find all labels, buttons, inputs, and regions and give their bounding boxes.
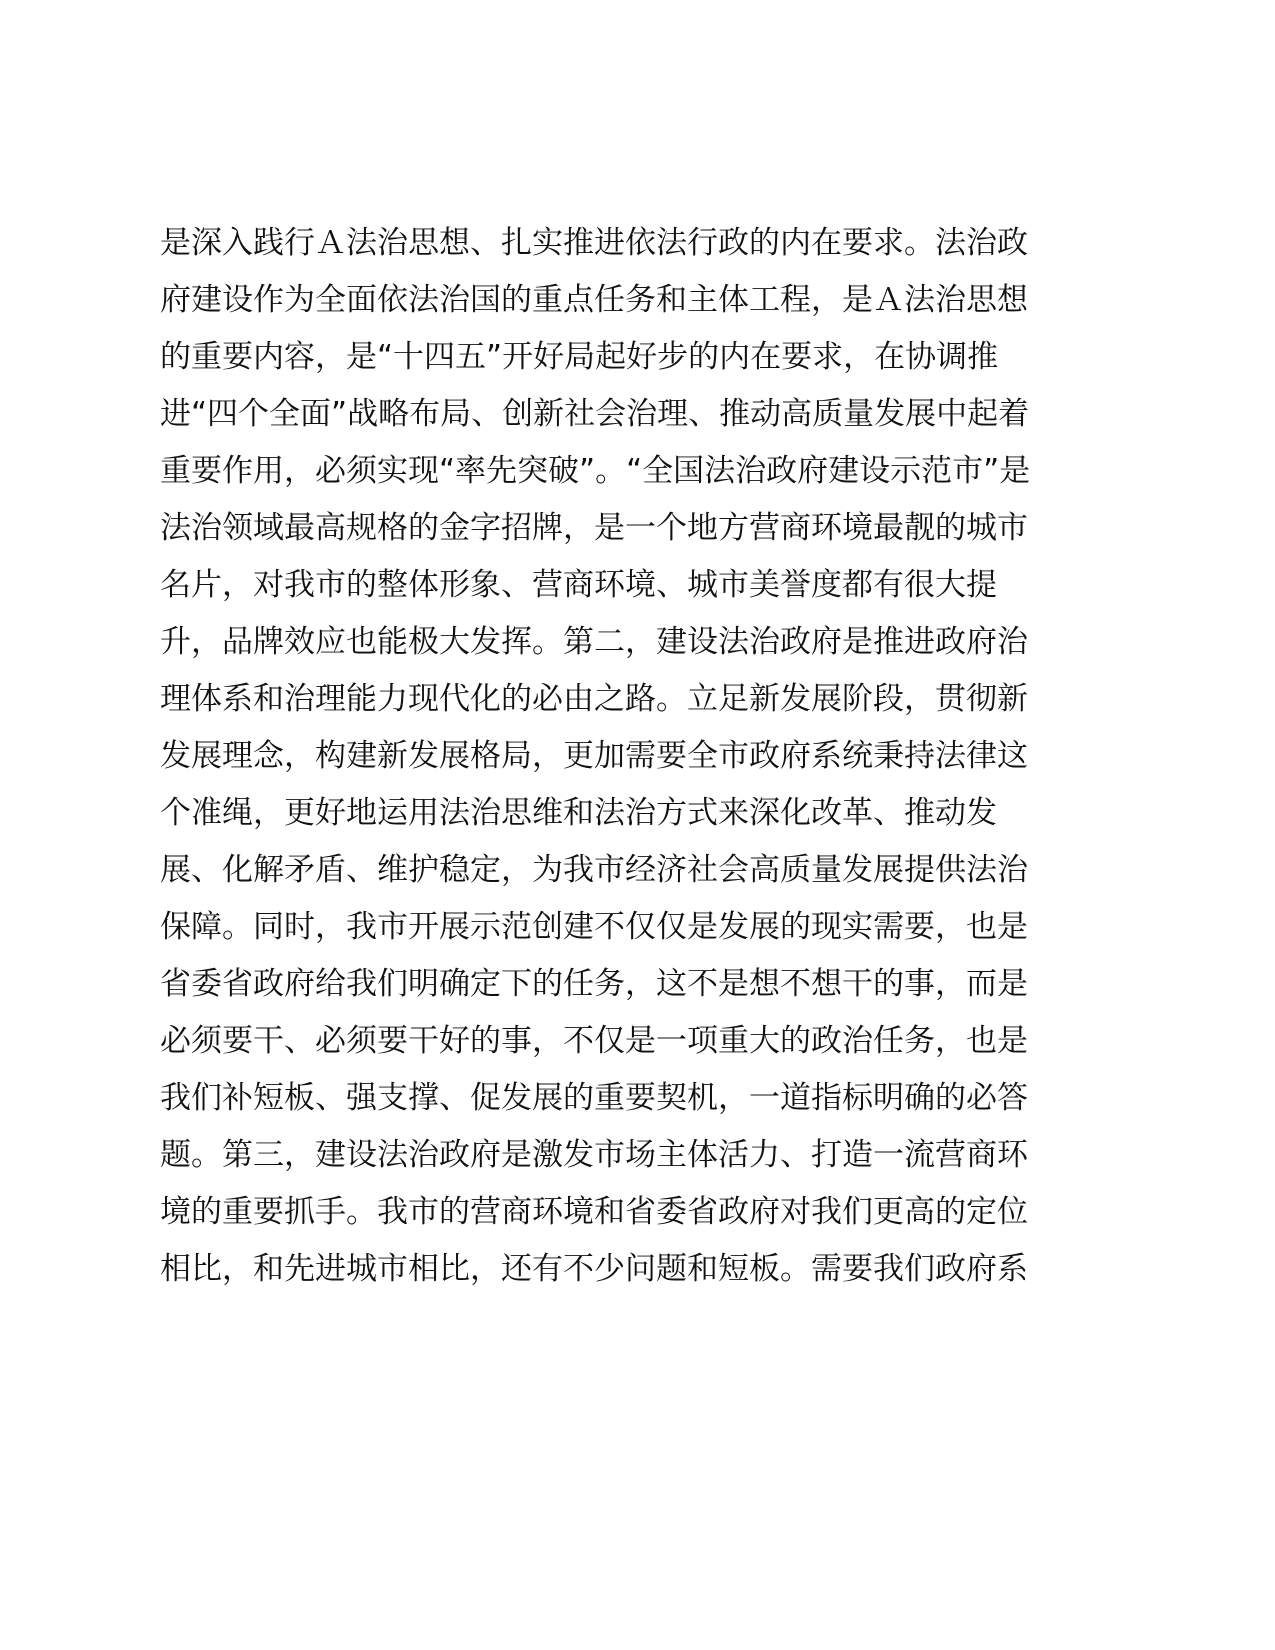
text-line-19: 相比，和先进城市相比，还有不少问题和短板。需要我们政府系	[160, 1251, 1028, 1287]
text-line-4: 进“四个全面”战略布局、创新社会治理、推动高质量发展中起着	[160, 396, 1030, 432]
text-line-15: 必须要干、必须要干好的事，不仅是一项重大的政治任务，也是	[160, 1023, 1028, 1059]
text-line-1: 是深入践行Ａ法治思想、扎实推进依法行政的内在要求。法治政	[160, 225, 1028, 261]
text-line-9: 理体系和治理能力现代化的必由之路。立足新发展阶段，贯彻新	[160, 681, 1028, 717]
text-line-5: 重要作用，必须实现“率先突破”。“全国法治政府建设示范市”是	[160, 453, 1031, 489]
text-line-16: 我们补短板、强支撑、促发展的重要契机，一道指标明确的必答	[160, 1080, 1028, 1116]
text-line-6: 法治领域最高规格的金字招牌，是一个地方营商环境最靓的城市	[160, 510, 1028, 546]
text-line-10: 发展理念，构建新发展格局，更加需要全市政府系统秉持法律这	[160, 738, 1028, 774]
text-line-12: 展、化解矛盾、维护稳定，为我市经济社会高质量发展提供法治	[160, 852, 1028, 888]
text-line-8: 升，品牌效应也能极大发挥。第二，建设法治政府是推进政府治	[160, 624, 1028, 660]
text-line-2: 府建设作为全面依法治国的重点任务和主体工程，是Ａ法治思想	[160, 282, 1028, 318]
text-line-11: 个准绳，更好地运用法治思维和法治方式来深化改革、推动发	[160, 795, 997, 831]
text-line-17: 题。第三，建设法治政府是激发市场主体活力、打造一流营商环	[160, 1137, 1028, 1173]
body-text	[160, 215, 1060, 1298]
text-line-7: 名片，对我市的整体形象、营商环境、城市美誉度都有很大提	[160, 567, 997, 603]
text-line-3: 的重要内容，是“十四五”开好局起好步的内在要求，在协调推	[160, 339, 999, 375]
text-line-13: 保障。同时，我市开展示范创建不仅仅是发展的现实需要，也是	[160, 909, 1028, 945]
text-line-18: 境的重要抓手。我市的营商环境和省委省政府对我们更高的定位	[160, 1194, 1028, 1230]
text-line-14: 省委省政府给我们明确定下的任务，这不是想不想干的事，而是	[160, 966, 1028, 1002]
